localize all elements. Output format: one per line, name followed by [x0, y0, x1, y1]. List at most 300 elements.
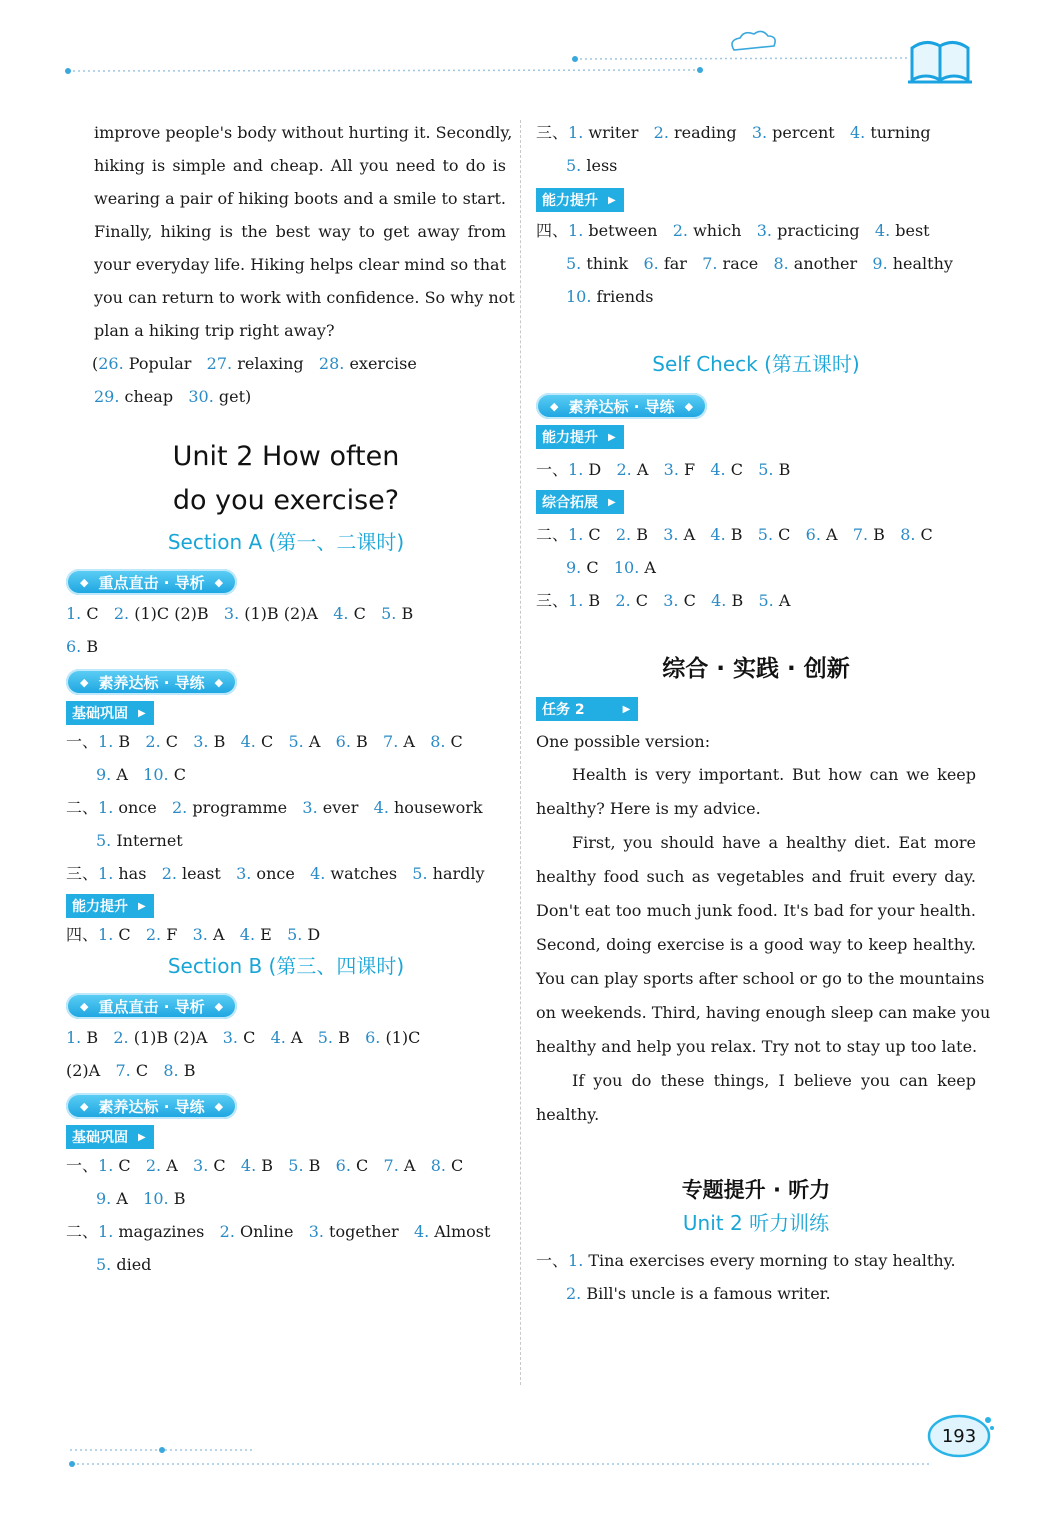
pill-label: 素养达标 · 导练 — [568, 397, 675, 416]
item-number: 10. — [566, 287, 592, 306]
item-number: 3. — [193, 1156, 209, 1175]
item-number: 8. — [773, 254, 789, 273]
question-group-label: 二、 — [536, 525, 569, 544]
right-top-answers — [536, 116, 976, 182]
item-answer: race — [717, 254, 759, 273]
item-answer: A — [631, 460, 649, 479]
question-group-label: 三、 — [536, 591, 569, 610]
item-answer: another — [788, 254, 858, 273]
play-arrow-icon: ▶ — [138, 707, 146, 719]
item-answer: between — [583, 221, 658, 240]
item-number: 2. — [145, 1156, 162, 1175]
answer-line — [66, 630, 506, 663]
item-number: 1. — [568, 1251, 584, 1270]
left-column — [66, 116, 515, 1281]
item-number: 3. — [751, 123, 768, 142]
item-answer: B — [81, 637, 99, 656]
item-answer: D — [583, 460, 602, 479]
item-number: 2. — [615, 525, 632, 544]
item-number: 3. — [663, 525, 679, 544]
item-number: 1. — [568, 123, 584, 142]
item-answer: C — [350, 1156, 369, 1175]
item-number: 5. — [317, 1028, 334, 1047]
tag-label: 基础巩固 — [72, 1130, 128, 1146]
item-answer: C — [113, 925, 131, 944]
question-group-label: 一、 — [66, 1156, 99, 1175]
tag-zonghe — [536, 490, 624, 514]
item-answer: B — [178, 1061, 196, 1080]
item-number: 7. — [702, 254, 718, 273]
pill-zhongdian-b — [66, 993, 237, 1019]
item-number: 2. — [616, 460, 632, 479]
answer-line — [536, 518, 976, 551]
question-group-label: 二、 — [66, 798, 99, 817]
item-number: 6. — [335, 732, 351, 751]
item-number: 5. — [412, 864, 428, 883]
item-number: 1. — [98, 732, 114, 751]
essay-line: If you do these things, I believe you can keep — [572, 1071, 976, 1090]
item-answer: C — [583, 525, 601, 544]
item-answer: B — [256, 1156, 274, 1175]
item-answer: once — [113, 798, 157, 817]
item-answer: A — [285, 1028, 303, 1047]
answer-line — [66, 1248, 506, 1281]
section-a-answers — [66, 597, 506, 663]
pill-suyang-right — [536, 393, 707, 419]
answer-line — [536, 214, 976, 247]
item-number: 4. — [849, 123, 866, 142]
play-arrow-icon: ▶ — [608, 431, 616, 443]
item-number: 3. — [192, 925, 208, 944]
tag-nengli — [66, 894, 154, 918]
essay-line: Don't eat too much junk food. It's bad for your health. — [536, 901, 976, 920]
item-answer: cheap — [119, 387, 174, 406]
item-answer: C — [237, 1028, 256, 1047]
passage-line: you can return to work with confidence. So why not — [94, 288, 515, 307]
question-group-label: 二、 — [66, 1222, 99, 1241]
item-answer: exercise — [344, 354, 417, 373]
item-answer: B — [726, 591, 744, 610]
diamond-icon: ◆ — [80, 1099, 89, 1113]
tag-label: 基础巩固 — [72, 706, 128, 722]
item-answer: E — [255, 925, 272, 944]
item-answer: B — [81, 1028, 99, 1047]
listening-title: 专题提升 · 听力 — [681, 1178, 831, 1202]
diamond-icon: ◆ — [80, 575, 89, 589]
answer-line — [66, 758, 506, 791]
item-answer: B — [583, 591, 601, 610]
item-number: 8. — [430, 1156, 446, 1175]
essay-line: You can play sports after school or go to the mountains — [536, 969, 985, 988]
item-number: 5. — [96, 1255, 112, 1274]
item-answer: least — [176, 864, 221, 883]
self-check-ability-answers — [536, 453, 976, 486]
item-number: 4. — [270, 1028, 286, 1047]
item-number: 4. — [333, 604, 349, 623]
section-b-basic-answers — [66, 1149, 506, 1281]
answer-line — [536, 247, 976, 280]
item-answer: hardly — [427, 864, 485, 883]
diamond-icon: ◆ — [550, 399, 559, 413]
item-number: 2. — [672, 221, 688, 240]
item-number: 6. — [66, 637, 82, 656]
item-answer: (1)B (2)A — [128, 1028, 208, 1047]
item-number: 5. — [757, 525, 774, 544]
answer-line — [536, 116, 976, 149]
item-answer: C — [773, 525, 791, 544]
pill-label: 重点直击 · 导析 — [98, 573, 205, 592]
header-decoration — [0, 0, 1060, 100]
item-answer: C — [208, 1156, 226, 1175]
item-number: 3. — [663, 460, 679, 479]
item-answer: magazines — [113, 1222, 205, 1241]
item-answer: once — [251, 864, 295, 883]
item-number: 4. — [710, 460, 726, 479]
item-answer: together — [323, 1222, 399, 1241]
item-number: 8. — [163, 1061, 179, 1080]
essay-line: healthy. — [536, 1105, 600, 1124]
item-answer: B — [113, 732, 131, 751]
item-number: 6. — [643, 254, 659, 273]
play-arrow-icon: ▶ — [138, 900, 146, 912]
item-number: 3. — [308, 1222, 324, 1241]
item-answer: best — [890, 221, 930, 240]
item-answer: which — [687, 221, 742, 240]
reading-passage — [66, 116, 515, 347]
unit-title-line-1: Unit 2 How often — [172, 441, 400, 472]
pill-label: 重点直击 · 导析 — [98, 997, 205, 1016]
item-answer: A — [820, 525, 838, 544]
item-answer: healthy — [887, 254, 953, 273]
item-number: 3. — [236, 864, 252, 883]
item-number: 1. — [568, 460, 584, 479]
item-answer: practicing — [771, 221, 860, 240]
item-answer: C — [160, 732, 178, 751]
item-answer: B — [725, 525, 743, 544]
item-answer: A — [303, 732, 321, 751]
passage-line: wearing a pair of hiking boots and a smile to start. — [94, 189, 506, 208]
essay-line: Second, doing exercise is a good way to keep healthy. — [536, 935, 976, 954]
section-a-title: Section A (第一、二课时) — [167, 530, 405, 554]
item-number: 2. — [172, 798, 188, 817]
listening-subtitle: Unit 2 听力训练 — [682, 1211, 830, 1235]
diamond-icon: ◆ — [684, 399, 694, 413]
question-group-label: 一、 — [66, 732, 99, 751]
item-number: 5. — [758, 460, 774, 479]
item-answer: C — [915, 525, 933, 544]
self-check-extension-answers — [536, 518, 976, 617]
play-arrow-icon: ▶ — [138, 1131, 146, 1143]
right-ability-answers — [536, 214, 976, 313]
item-number: 4. — [240, 1156, 257, 1175]
question-group-label: 一、 — [536, 1251, 569, 1270]
item-number: 6. — [335, 1156, 351, 1175]
item-answer: writer — [583, 123, 639, 142]
answer-line — [66, 380, 506, 413]
item-number: 4. — [711, 591, 727, 610]
item-number: 7. — [852, 525, 869, 544]
pill-label: 素养达标 · 导练 — [98, 673, 205, 692]
item-answer: watches — [325, 864, 398, 883]
item-number: 4. — [373, 798, 389, 817]
item-number: 5. — [288, 732, 304, 751]
passage-answers — [66, 347, 506, 413]
tag-label: 能力提升 — [542, 193, 598, 209]
item-answer: Almost — [429, 1222, 491, 1241]
item-number: 1. — [98, 925, 114, 944]
item-answer: B — [333, 1028, 350, 1047]
item-number: 2. — [113, 1028, 129, 1047]
item-number: 3. — [756, 221, 772, 240]
practice-title: 综合 · 实践 · 创新 — [662, 656, 850, 682]
item-number: 9. — [96, 765, 112, 784]
diamond-icon: ◆ — [80, 675, 89, 689]
tag-label: 任务 2 — [542, 702, 585, 718]
item-number: 1. — [98, 1222, 114, 1241]
answer-line — [66, 791, 506, 824]
item-answer: A — [111, 1189, 128, 1208]
item-answer: died — [111, 1255, 152, 1274]
item-number: 2. — [145, 732, 161, 751]
item-answer: B — [631, 525, 648, 544]
item-answer: C — [581, 558, 599, 577]
item-number: 3. — [663, 591, 679, 610]
item-number: 7. — [383, 1156, 399, 1175]
answer-line — [536, 280, 976, 313]
item-answer: C — [725, 460, 743, 479]
item-answer: A — [398, 1156, 416, 1175]
tag-label: 能力提升 — [72, 899, 128, 915]
item-number: 1. — [568, 221, 584, 240]
pill-suyang — [66, 669, 237, 695]
self-check-title: Self Check (第五课时) — [652, 352, 860, 376]
essay-line: on weekends. Third, having enough sleep can make you — [536, 1003, 991, 1022]
item-number: 1. — [568, 525, 584, 544]
answer-line — [536, 453, 976, 486]
item-number: 2. — [145, 925, 162, 944]
diamond-icon: ◆ — [214, 675, 224, 689]
passage-line: plan a hiking trip right away? — [94, 321, 335, 340]
answer-line — [536, 1277, 976, 1310]
item-answer: A — [207, 925, 225, 944]
item-number: 2. — [219, 1222, 235, 1241]
item-number: 28. — [318, 354, 345, 373]
item-number: 6. — [805, 525, 821, 544]
item-number: 29. — [94, 387, 120, 406]
item-number: 3. — [222, 1028, 238, 1047]
book-icon — [908, 42, 972, 82]
item-answer: D — [302, 925, 321, 944]
answer-line — [536, 1244, 976, 1277]
question-group-label: 三、 — [66, 864, 99, 883]
answer-line — [536, 584, 976, 617]
item-answer: A — [639, 558, 656, 577]
item-number: 3. — [302, 798, 318, 817]
item-number: 26. — [98, 354, 124, 373]
item-answer: (1)C (2)B — [129, 604, 209, 623]
item-number: 6. — [365, 1028, 381, 1047]
pill-suyang-b — [66, 1093, 237, 1119]
column-divider — [520, 120, 521, 1385]
answer-line — [66, 824, 506, 857]
item-answer: reading — [668, 123, 737, 142]
section-a-basic-answers — [66, 725, 506, 890]
item-answer: relaxing — [232, 354, 304, 373]
item-number: 7. — [115, 1061, 131, 1080]
item-number: 1. — [98, 1156, 114, 1175]
essay — [536, 758, 991, 1132]
diamond-icon: ◆ — [214, 575, 224, 589]
item-answer: Popular — [123, 354, 192, 373]
item-answer: (1)C — [380, 1028, 421, 1047]
right-column — [536, 116, 991, 1310]
item-answer: A — [161, 1156, 178, 1175]
item-answer: A — [678, 525, 696, 544]
answer-line — [66, 725, 506, 758]
item-number: 2. — [113, 604, 130, 623]
essay-intro: One possible version: — [536, 732, 711, 751]
item-number: 8. — [900, 525, 916, 544]
answer-line — [66, 1149, 506, 1182]
item-answer: C — [130, 1061, 149, 1080]
tag-jichu — [66, 701, 154, 725]
item-answer: B — [208, 732, 226, 751]
item-number: 5. — [566, 254, 582, 273]
item-answer: B — [396, 604, 414, 623]
item-number: 10. — [143, 1189, 169, 1208]
item-answer: has — [113, 864, 147, 883]
item-number: 10. — [143, 765, 169, 784]
item-number: 5. — [381, 604, 397, 623]
item-answer: A — [111, 765, 128, 784]
item-number: 2. — [653, 123, 669, 142]
pill-zhongdian — [66, 569, 237, 595]
item-answer: Internet — [111, 831, 183, 850]
essay-line: First, you should have a healthy diet. Eat more — [572, 833, 976, 852]
item-answer: housework — [388, 798, 483, 817]
play-arrow-icon: ▶ — [622, 703, 631, 715]
tag-renwu — [536, 697, 638, 721]
item-answer: C — [445, 732, 463, 751]
essay-line: healthy and help you relax. Try not to stay up too late. — [536, 1037, 978, 1056]
item-answer: F — [678, 460, 696, 479]
item-number: 7. — [383, 732, 399, 751]
item-answer: programme — [187, 798, 288, 817]
passage-line: improve people's body without hurting it. Secondly, — [94, 123, 513, 142]
item-number: 4. — [240, 732, 256, 751]
answer-line — [66, 347, 506, 380]
item-number: 4. — [874, 221, 891, 240]
item-number: 2. — [615, 591, 631, 610]
item-answer: C — [113, 1156, 131, 1175]
item-number: 2. — [161, 864, 177, 883]
answer-line — [66, 597, 506, 630]
answer-line — [66, 1021, 506, 1054]
item-answer: Online — [234, 1222, 294, 1241]
question-group-label: 四、 — [536, 221, 569, 240]
item-number: 30. — [188, 387, 214, 406]
item-number: 2. — [566, 1284, 582, 1303]
item-number: 4. — [413, 1222, 430, 1241]
item-answer: B — [773, 460, 791, 479]
tag-nengli-sc — [536, 425, 624, 449]
page-number: 193 — [941, 1426, 977, 1447]
item-number: 5. — [96, 831, 112, 850]
item-answer: turning — [865, 123, 931, 142]
tag-label: 能力提升 — [542, 430, 598, 446]
item-answer: get) — [213, 387, 252, 406]
item-answer: less — [581, 156, 618, 175]
pill-label: 素养达标 · 导练 — [98, 1097, 205, 1116]
question-group-label: 一、 — [536, 460, 569, 479]
item-answer: (2)A — [66, 1061, 101, 1080]
passage-line: your everyday life. Hiking helps clear mind so that — [94, 255, 506, 274]
passage-line: hiking is simple and cheap. All you need to do is — [94, 156, 506, 175]
answer-line — [536, 551, 976, 584]
item-answer: C — [678, 591, 696, 610]
item-answer: B — [303, 1156, 321, 1175]
answer-line — [66, 857, 506, 890]
tag-label: 综合拓展 — [542, 495, 598, 511]
item-answer: Tina exercises every morning to stay healthy. — [583, 1251, 956, 1270]
item-number: 8. — [430, 732, 446, 751]
item-answer: F — [161, 925, 178, 944]
item-answer: far — [658, 254, 687, 273]
tag-jichu-b — [66, 1125, 154, 1149]
answer-line — [66, 1054, 506, 1087]
item-answer: C — [168, 765, 186, 784]
footer-decoration — [0, 1420, 1060, 1480]
item-answer: friends — [591, 287, 654, 306]
item-answer: C — [255, 732, 274, 751]
item-number: 3. — [193, 732, 209, 751]
diamond-icon: ◆ — [214, 999, 224, 1013]
play-arrow-icon: ▶ — [608, 194, 616, 206]
item-answer: percent — [767, 123, 835, 142]
section-a-ability-answers — [66, 918, 506, 951]
item-number: 4. — [239, 925, 256, 944]
tag-nengli-right — [536, 188, 624, 212]
item-number: 5. — [566, 156, 582, 175]
item-number: 1. — [98, 864, 114, 883]
item-number: 1. — [98, 798, 114, 817]
play-arrow-icon: ▶ — [608, 496, 616, 508]
item-answer: ever — [317, 798, 359, 817]
essay-line: Health is very important. But how can we keep — [572, 765, 976, 784]
essay-line: healthy food such as vegetables and fruit every day. — [536, 867, 976, 886]
item-number: 5. — [287, 925, 303, 944]
question-group-label: 三、 — [536, 123, 569, 142]
item-number: 3. — [223, 604, 240, 623]
item-number: 1. — [66, 604, 82, 623]
item-answer: A — [398, 732, 415, 751]
item-number: 4. — [710, 525, 726, 544]
item-answer: (1)B (2)A — [239, 604, 318, 623]
item-number: 5. — [288, 1156, 304, 1175]
item-number: 1. — [568, 591, 584, 610]
paren: ( — [92, 354, 99, 373]
item-number: 4. — [310, 864, 326, 883]
item-answer: C — [445, 1156, 464, 1175]
item-number: 1. — [66, 1028, 82, 1047]
item-number: 10. — [613, 558, 640, 577]
answer-line — [66, 918, 506, 951]
diamond-icon: ◆ — [214, 1099, 224, 1113]
item-number: 27. — [206, 354, 233, 373]
item-number: 9. — [872, 254, 888, 273]
diamond-icon: ◆ — [80, 999, 89, 1013]
question-group-label: 四、 — [66, 925, 99, 944]
